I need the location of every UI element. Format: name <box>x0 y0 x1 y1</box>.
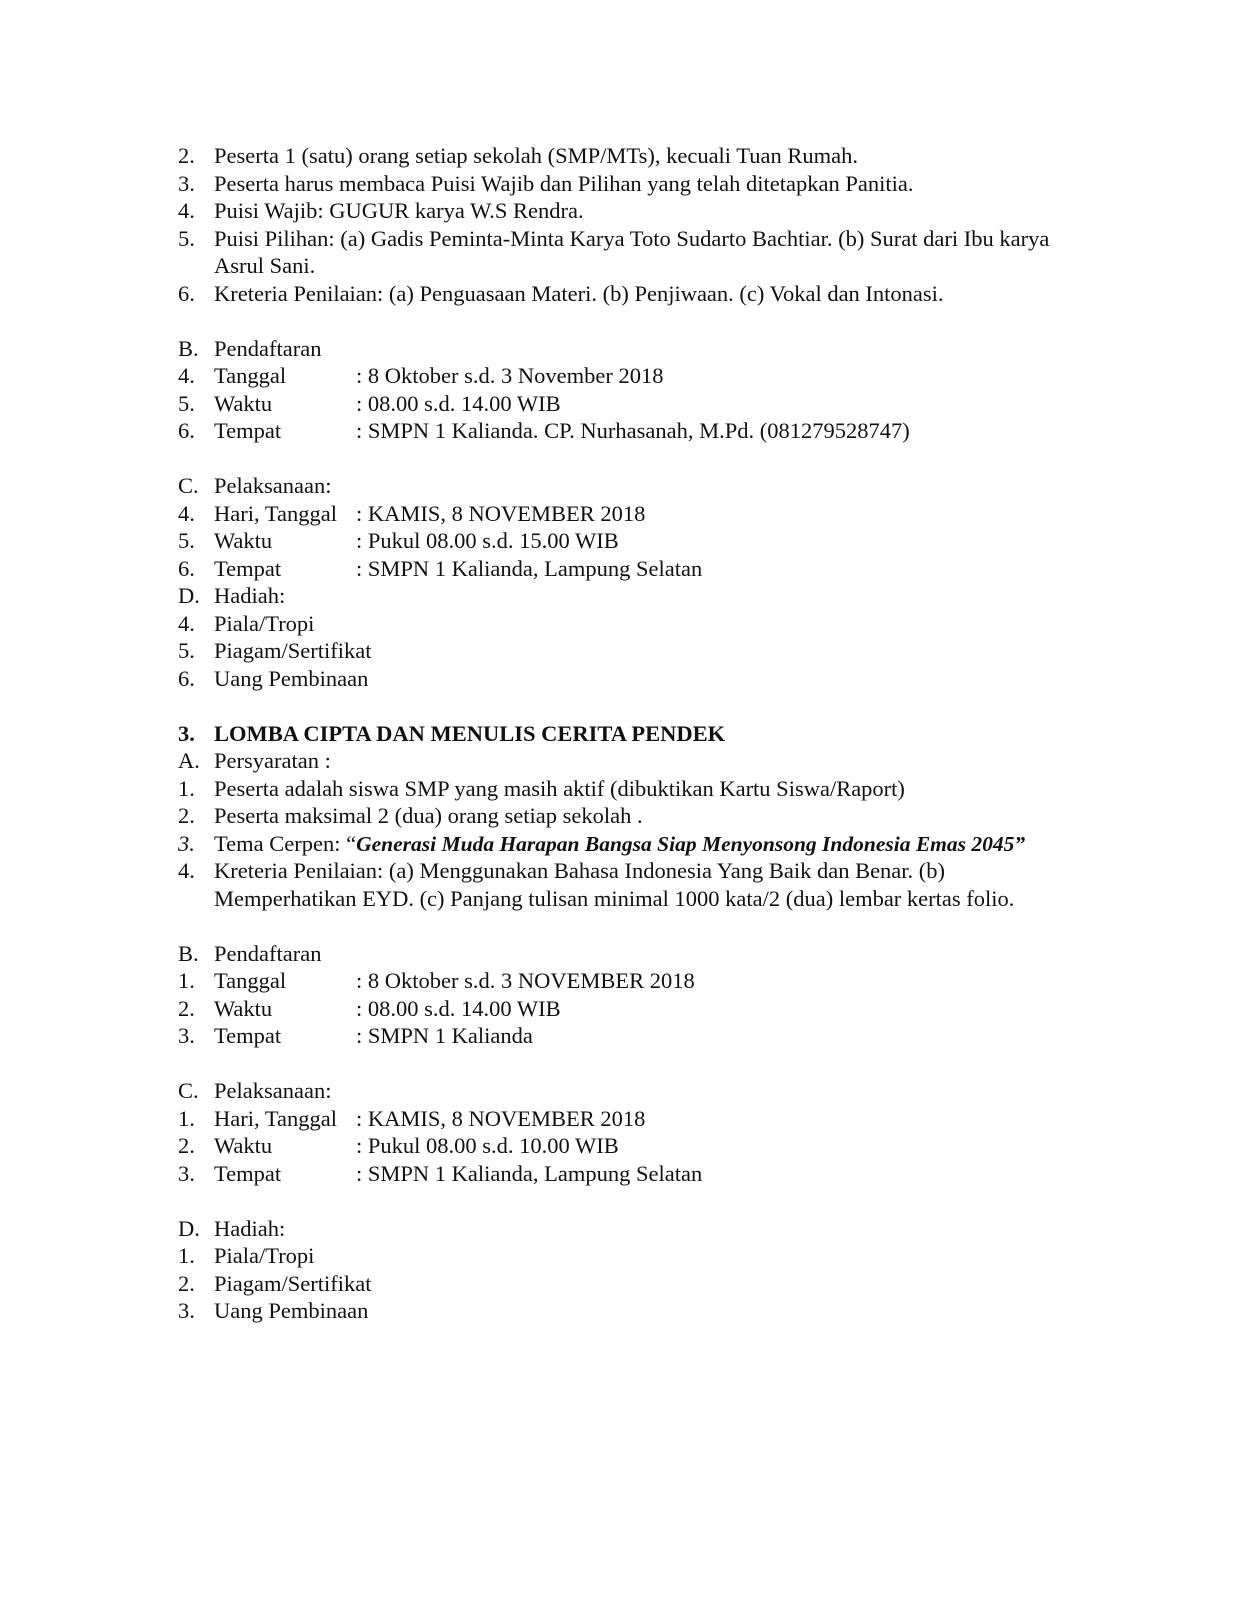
info-row-tempat: 3. Tempat : SMPN 1 Kalianda, Lampung Selatan <box>178 1160 703 1186</box>
info-row-waktu: 5. Waktu : 08.00 s.d. 14.00 WIB <box>178 390 561 416</box>
list-item: 1. Piala/Tropi <box>178 1243 315 1268</box>
info-row-waktu: 2. Waktu : 08.00 s.d. 14.00 WIB <box>178 995 561 1021</box>
list-item: 5. Puisi Pilihan: (a) Gadis Peminta-Minta Karya Toto Sudarto Bachtiar. (b) Surat dari Ibu karya Asrul Sani. <box>178 225 1050 278</box>
list-item: 1. Peserta adalah siswa SMP yang masih aktif (dibuktikan Kartu Siswa/Raport) <box>178 775 905 801</box>
list-item: 4. Piala/Tropi <box>178 610 315 636</box>
section-heading-pendaftaran: B. Pendaftaran <box>178 335 322 361</box>
section-title: 3. LOMBA CIPTA DAN MENULIS CERITA PENDEK <box>178 720 726 746</box>
section-heading-persyaratan: A. Persyaratan : <box>178 748 331 773</box>
list-item-theme: 3. Tema Cerpen: “Generasi Muda Harapan Bangsa Siap Menyonsong Indonesia Emas 2045” <box>178 830 1026 856</box>
list-item: 4. Puisi Wajib: GUGUR karya W.S Rendra. <box>178 198 584 223</box>
list-item: 6. Uang Pembinaan <box>178 665 369 691</box>
info-row-tanggal: 1. Tanggal : 8 Oktober s.d. 3 NOVEMBER 2018 <box>178 968 695 993</box>
info-row-tanggal: 4. Tanggal : 8 Oktober s.d. 3 November 2018 <box>178 363 664 388</box>
list-item: 2. Peserta 1 (satu) orang setiap sekolah (SMP/MTs), kecuali Tuan Rumah. <box>178 143 858 168</box>
section-heading-hadiah: D. Hadiah: <box>178 583 286 608</box>
section-heading-pelaksanaan: C. Pelaksanaan: <box>178 473 332 498</box>
section-heading-pelaksanaan: C. Pelaksanaan: <box>178 1078 332 1103</box>
info-row-hari-tanggal: 4. Hari, Tanggal : KAMIS, 8 NOVEMBER 2018 <box>178 500 646 526</box>
info-row-hari-tanggal: 1. Hari, Tanggal : KAMIS, 8 NOVEMBER 2018 <box>178 1105 646 1131</box>
list-item: 4. Kreteria Penilaian: (a) Menggunakan Bahasa Indonesia Yang Baik dan Benar. (b) Memperhatikan EYD. (c) Panjang tulisan minimal 1000 kata/2 (dua) lembar kertas folio. <box>178 858 1015 911</box>
list-item: 3. Peserta harus membaca Puisi Wajib dan Pilihan yang telah ditetapkan Panitia. <box>178 170 914 196</box>
list-item: 2. Piagam/Sertifikat <box>178 1270 372 1296</box>
list-item: 3. Uang Pembinaan <box>178 1298 369 1323</box>
list-item: 2. Peserta maksimal 2 (dua) orang setiap sekolah . <box>178 803 643 828</box>
list-item: 6. Kreteria Penilaian: (a) Penguasaan Materi. (b) Penjiwaan. (c) Vokal dan Intonasi. <box>178 280 944 306</box>
document-body <box>178 142 1078 1325</box>
section-heading-hadiah: D. Hadiah: <box>178 1215 286 1241</box>
info-row-tempat: 6. Tempat : SMPN 1 Kalianda. CP. Nurhasanah, M.Pd. (081279528747) <box>178 418 910 443</box>
info-row-tempat: 3. Tempat : SMPN 1 Kalianda <box>178 1023 533 1048</box>
list-item: 5. Piagam/Sertifikat <box>178 638 372 663</box>
info-row-tempat: 6. Tempat : SMPN 1 Kalianda, Lampung Selatan <box>178 555 703 581</box>
info-row-waktu: 5. Waktu : Pukul 08.00 s.d. 15.00 WIB <box>178 528 619 553</box>
theme-text: Generasi Muda Harapan Bangsa Siap Menyonsong Indonesia Emas 2045” <box>356 831 1026 856</box>
section-heading-pendaftaran: B. Pendaftaran <box>178 940 322 966</box>
info-row-waktu: 2. Waktu : Pukul 08.00 s.d. 10.00 WIB <box>178 1133 619 1158</box>
